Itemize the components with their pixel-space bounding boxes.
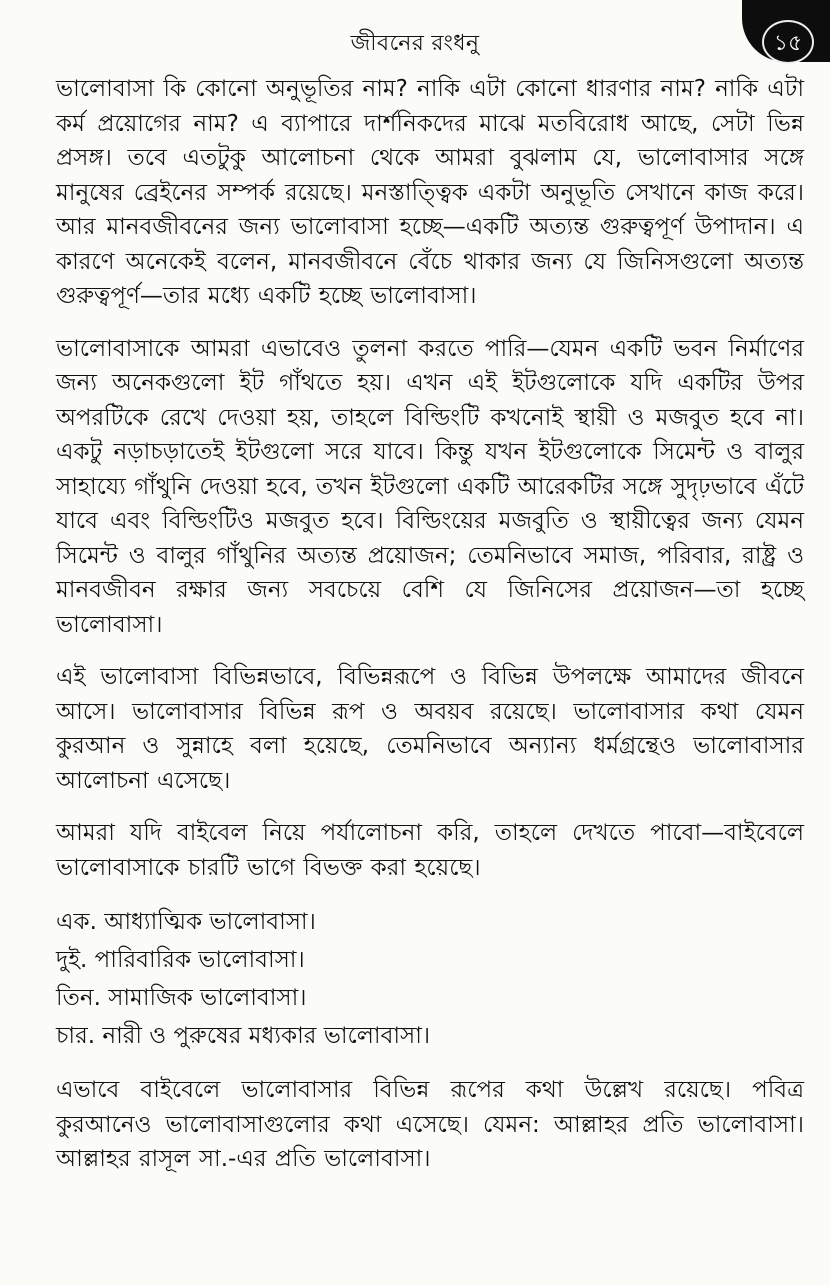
paragraph-1: ভালোবাসা কি কোনো অনুভূতির নাম? নাকি এটা কোনো ধারণার নাম? নাকি এটা কর্ম প্রয়োগের নাম? এ ব্যাপারে দার্শনিকদের মাঝে মতবিরোধ আছে, সেটা ভিন্ন প্রসঙ্গ। তবে এতটুকু আলোচনা থেকে আমরা বুঝলাম যে, ভালোবাসার সঙ্গে মানুষের ব্রেইনের সম্পর্ক রয়েছে। মনস্তাত্ত্বিক একটা অনুভূতি সেখানে কাজ করে। আর মানবজীবনের জন্য ভালোবাসা হচ্ছে—একটি অত্যন্ত গুরুত্বপূর্ণ উপাদান। এ কারণে অনেকেই বলেন, মানবজীবনে বেঁচে থাকার জন্য যে জিনিসগুলো অত্যন্ত গুরুত্বপূর্ণ—তার মধ্যে একটি হচ্ছে ভালোবাসা। bbox=[56, 76, 804, 309]
list-item: দুই. পারিবারিক ভালোবাসা। bbox=[56, 947, 305, 973]
list-item: এক. আধ্যাত্মিক ভালোবাসা। bbox=[56, 909, 316, 935]
running-title: জীবনের রংধনু bbox=[350, 31, 480, 56]
list-item: চার. নারী ও পুরুষের মধ্যকার ভালোবাসা। bbox=[56, 1023, 431, 1049]
paragraph-2: ভালোবাসাকে আমরা এভাবেও তুলনা করতে পারি—যেমন একটি ভবন নির্মাণের জন্য অনেকগুলো ইট গাঁথতে হয়। এখন এই ইটগুলোকে যদি একটির উপর অপরটিকে রেখে দেওয়া হয়, তাহলে বিল্ডিংটি কখনোই স্থায়ী ও মজবুত হবে না। একটু নড়াচড়াতেই ইটগুলো সরে যাবে। কিন্তু যখন ইটগুলোকে সিমেন্ট ও বালুর সাহায্যে গাঁথুনি দেওয়া হবে, তখন ইটগুলো একটি আরেকটির সঙ্গে সুদৃঢ়ভাবে এঁটে যাবে এবং বিল্ডিংটিও মজবুত হবে। বিল্ডিংয়ের মজবুতি ও স্থায়ীত্বের জন্য যেমন সিমেন্ট ও বালুর গাঁথুনির অত্যন্ত প্রয়োজন; তেমনিভাবে সমাজ, পরিবার, রাষ্ট্র ও মানবজীবন রক্ষার জন্য সবচেয়ে বেশি যে জিনিসের প্রয়োজন—তা হচ্ছে ভালোবাসা। bbox=[56, 335, 804, 638]
love-types-list bbox=[56, 903, 804, 1055]
closing-paragraph: এভাবে বাইবেলে ভালোবাসার বিভিন্ন রূপের কথা উল্লেখ রয়েছে। পবিত্র কুরআনেও ভালোবাসাগুলোর কথা এসেছে। যেমন: আল্লাহর প্রতি ভালোবাসা। আল্লাহর রাসূল সা.-এর প্রতি ভালোবাসা। bbox=[56, 1077, 804, 1172]
page-body bbox=[56, 72, 804, 1195]
page-number: ১৫ bbox=[762, 20, 814, 64]
list-item: তিন. সামাজিক ভালোবাসা। bbox=[56, 985, 307, 1011]
paragraph-3: এই ভালোবাসা বিভিন্নভাবে, বিভিন্নরূপে ও বিভিন্ন উপলক্ষে আমাদের জীবনে আসে। ভালোবাসার বিভিন্ন রূপ ও অবয়ব রয়েছে। ভালোবাসার কথা যেমন কুরআন ও সুন্নাহে বলা হয়েছে, তেমনিভাবে অন্যান্য ধর্মগ্রন্থেও ভালোবাসার আলোচনা এসেছে। bbox=[56, 664, 804, 794]
paragraph-4: আমরা যদি বাইবেল নিয়ে পর্যালোচনা করি, তাহলে দেখতে পাবো—বাইবেলে ভালোবাসাকে চারটি ভাগে বিভক্ত করা হয়েছে। bbox=[56, 820, 804, 881]
